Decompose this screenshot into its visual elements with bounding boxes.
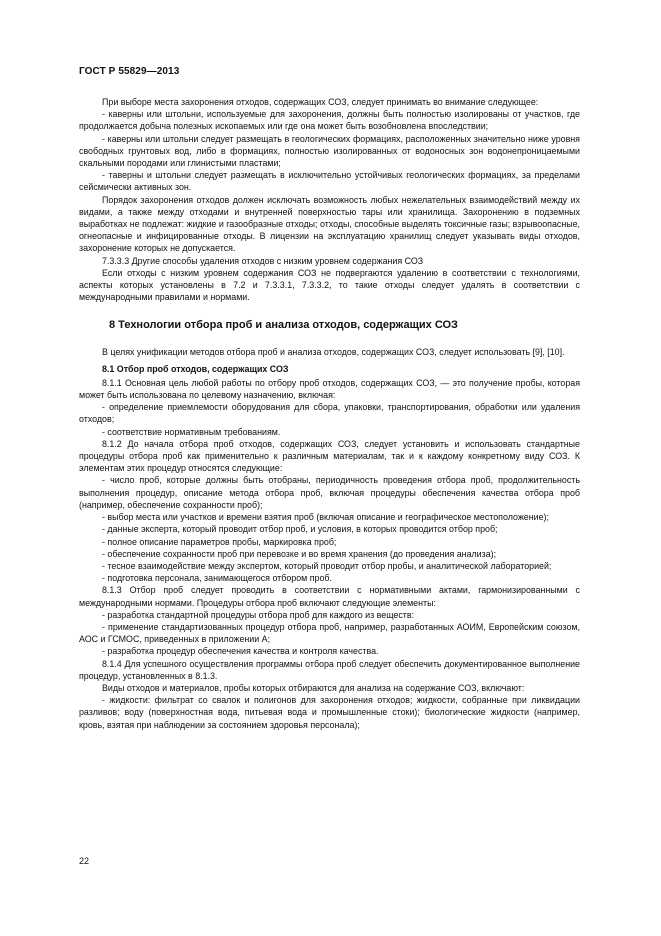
paragraph: При выборе места захоронения отходов, содержащих СОЗ, следует принимать во внимание следующее: <box>102 97 539 107</box>
document-header: ГОСТ Р 55829—2013 <box>79 66 180 77</box>
clause-heading: 7.3.3.3 Другие способы удаления отходов с низким уровнем содержания СОЗ <box>102 255 424 266</box>
paragraph: 8.1.2 До начала отбора проб отходов, содержащих СОЗ, следует установить и использовать стандартные процедуры отбора проб как применительно к различным материалам, так и к каждому конкретному виду СОЗ. К элементам этих процедур относятся следующие: <box>79 438 580 474</box>
section-title: 8 Технологии отбора проб и анализа отходов, содержащих СОЗ <box>109 319 458 332</box>
list-item: - жидкости: фильтрат со свалок и полигонов для захоронения отходов; жидкости, собранные при ликвидации разливов; воду (поверхностная вода, питьевая вода и промышленные стоки); биологические жидкости (например, кровь, взятая при наблюдении за состоянием здоровья персонала); <box>79 695 580 730</box>
list-item: - применение стандартизованных процедур отбора проб, например, разработанных АОИМ, Европейским союзом, АОС и ГСМОС, приведенных в приложении А; <box>79 621 580 645</box>
list-item: - обеспечение сохранности проб при перевозке и во время хранения (до проведения анализа); <box>102 548 497 559</box>
list-item: - таверны и штольни следует размещать в исключительно устойчивых геологических формациях, за пределами сейсмически активных зон. <box>79 170 580 193</box>
document-body <box>79 96 580 731</box>
paragraph: 8.1.1 Основная цель любой работы по отбору проб отходов, содержащих СОЗ, — это получение пробы, которая может быть использована по целевому назначению, включая: <box>79 377 580 401</box>
list-item: - разработка процедур обеспечения качества и контроля качества. <box>102 646 379 657</box>
list-item: - полное описание параметров пробы, маркировка проб; <box>102 536 337 547</box>
paragraph: Если отходы с низким уровнем содержания СОЗ не подвергаются удалению в соответствии с технологиями, аспекты которых установлены в 7.2 и 7.3.3.1, 7.3.3.2, то такие отходы следует удалять в соответствии с международными правилами и нормами. <box>79 267 580 303</box>
list-item: - каверны или штольни, используемые для захоронения, должны быть полностью изолированы от участков, где продолжается добыча полезных ископаемых или где она может быть возобновлена впоследствии; <box>79 109 580 132</box>
paragraph: Порядок захоронения отходов должен исключать возможность любых нежелательных взаимодействий между их видами, а также между отходами и внутренней поверхностью тары или хранилища. Захоронению в подземных выработках не подлежат: жидкие и газообразные отходы; отходы, способные выделять токсичные газы; взрывоопасные, огнеопасные и инфицированные отходы. В лицензии на эксплуатацию хранилищ следует указывать виды отходов, захоронение которых не допускается. <box>79 194 580 254</box>
list-item: - тесное взаимодействие между экспертом, который проводит отбор пробы, и аналитической лабораторией; <box>102 560 552 571</box>
paragraph: 8.1.4 Для успешного осуществления программы отбора проб следует обеспечить документированное выполнение процедур, установленных в 8.1.3. <box>79 658 580 681</box>
list-item: - подготовка персонала, занимающегося отбором проб. <box>102 573 332 584</box>
list-item: - данные эксперта, который проводит отбор проб, и условия, в которых проводится отбор проб; <box>102 524 498 535</box>
paragraph: В целях унификации методов отбора проб и анализа отходов, содержащих СОЗ, следует использовать [9], [10]. <box>102 347 565 358</box>
list-item: - определение приемлемости оборудования для сбора, упаковки, транспортирования, обработки или удаления отходов; <box>79 402 580 425</box>
list-item: - каверны или штольни следует размещать в геологических формациях, расположенных значительно ниже уровня свободных грунтовых вод, либо в формациях, полностью изолированных от водоносных зон водонепроницаемыми скальными породами или глинистыми пластами; <box>79 133 580 169</box>
paragraph: 8.1.3 Отбор проб следует проводить в соответствии с нормативными актами, гармонизированными с международными нормами. Процедуры отбора проб включают следующие элементы: <box>79 585 580 608</box>
paragraph: Виды отходов и материалов, пробы которых отбираются для анализа на содержание СОЗ, включают: <box>102 682 525 693</box>
list-item: - разработка стандартной процедуры отбора проб для каждого из веществ: <box>102 609 415 620</box>
subsection-title: 8.1 Отбор проб отходов, содержащих СОЗ <box>102 363 289 374</box>
list-item: - соответствие нормативным требованиям. <box>102 426 281 437</box>
page-number: 22 <box>79 856 90 866</box>
list-item: - число проб, которые должны быть отобраны, периодичность проведения отбора проб, продолжительность выполнения процедур, описание метода отбора проб, включая процедуры обеспечения качества отбора проб (например, обеспечение сохранности проб); <box>79 475 580 510</box>
list-item: - выбор места или участков и времени взятия проб (включая описание и географическое местоположение); <box>102 512 549 523</box>
